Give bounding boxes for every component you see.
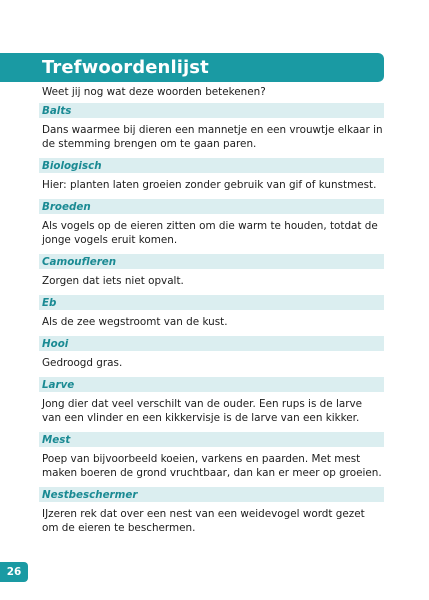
intro-text: Weet jij nog wat deze woorden betekenen? xyxy=(42,86,266,98)
glossary-definition-broeden: Als vogels op de eieren zitten om die warm te houden, totdat de jonge vogels eruit komen. xyxy=(42,220,378,246)
term-label: Eb xyxy=(42,296,57,309)
glossary-term-broeden xyxy=(39,199,384,214)
term-label: Mest xyxy=(42,433,71,446)
glossary-term-hooi xyxy=(39,336,384,351)
glossary-definition-nestbeschermer: IJzeren rek dat over een nest van een weidevogel wordt gezet om de eieren te beschermen. xyxy=(42,508,365,534)
glossary-definition-camoufleren: Zorgen dat iets niet opvalt. xyxy=(42,275,184,287)
page-number: 26 xyxy=(0,562,28,582)
glossary-definition-biologisch: Hier: planten laten groeien zonder gebruik van gif of kunstmest. xyxy=(42,179,377,191)
term-label: Balts xyxy=(42,104,72,117)
glossary-definition-mest: Poep van bijvoorbeeld koeien, varkens en paarden. Met mest maken boeren de grond vruchtbaar, dan kan er meer op groeien. xyxy=(42,453,382,479)
term-label: Nestbeschermer xyxy=(42,488,138,501)
glossary-term-balts xyxy=(39,103,384,118)
glossary-definition-eb: Als de zee wegstroomt van de kust. xyxy=(42,316,228,328)
term-label: Camoufleren xyxy=(42,255,117,268)
glossary-definition-larve: Jong dier dat veel verschilt van de ouder. Een rups is de larve van een vlinder en een kikkervisje is de larve van een kikker. xyxy=(42,398,363,424)
title-bar xyxy=(0,53,384,82)
glossary-term-camoufleren xyxy=(39,254,384,269)
page-title: Trefwoordenlijst xyxy=(42,57,209,78)
glossary-content xyxy=(42,86,384,542)
glossary-definition-balts: Dans waarmee bij dieren een mannetje en een vrouwtje elkaar in de stemming brengen om te gaan paren. xyxy=(42,124,383,150)
term-label: Biologisch xyxy=(42,159,102,172)
glossary-term-eb xyxy=(39,295,384,310)
glossary-definition-hooi: Gedroogd gras. xyxy=(42,357,123,369)
glossary-term-biologisch xyxy=(39,158,384,173)
glossary-term-larve xyxy=(39,377,384,392)
glossary-term-mest xyxy=(39,432,384,447)
term-label: Larve xyxy=(42,378,75,391)
term-label: Broeden xyxy=(42,200,91,213)
term-label: Hooi xyxy=(42,337,69,350)
glossary-term-nestbeschermer xyxy=(39,487,384,502)
